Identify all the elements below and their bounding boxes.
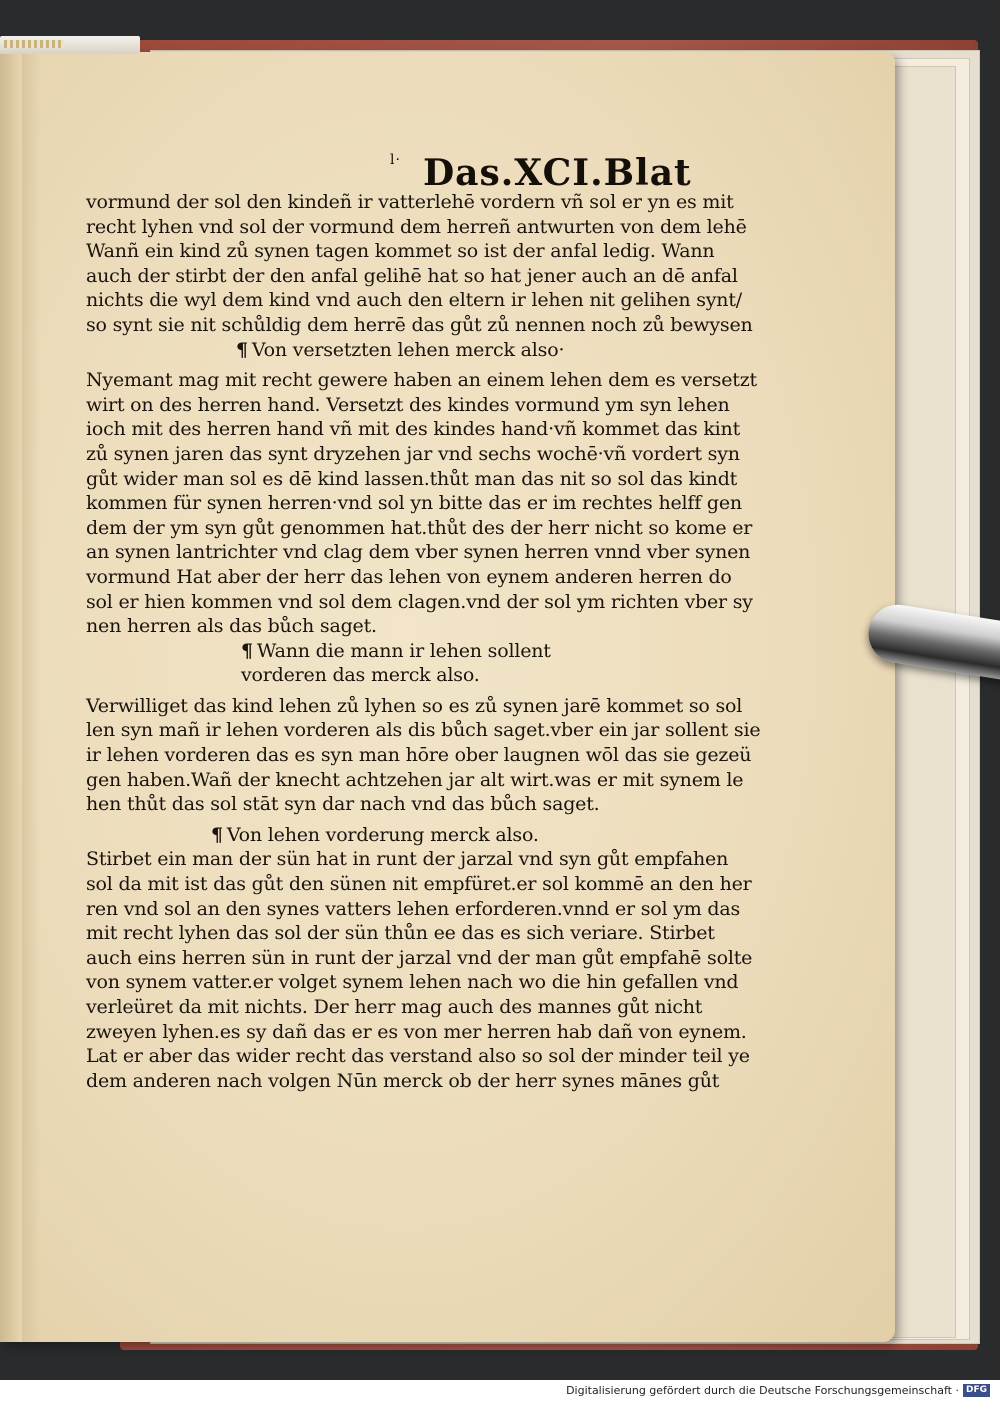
paragraph-3 (86, 694, 761, 817)
page-mark: l· (390, 152, 401, 168)
text-line: ren vnd sol an den synes vatters lehen erforderen.vnnd er sol ym das (86, 897, 741, 920)
text-line: verleüret da mit nichts. Der herr mag auch des mannes gůt nicht (86, 996, 703, 1018)
footer-banner (0, 1380, 1000, 1401)
section-heading-2-cont: vorderen das merck also. (241, 664, 480, 687)
footer-credit: Digitalisierung gefördert durch die Deutsche Forschungsgemeinschaft · (566, 1384, 959, 1397)
text-line: kommen für synen herren·vnd sol yn bitte das er im rechtes helff gen (86, 492, 742, 515)
section-heading-3: ¶ Von lehen vorderung merck also. (211, 823, 539, 846)
text-line: so synt sie nit schůldig dem herrē das gůt zů nennen noch zů bewysen (86, 313, 753, 336)
text-line: hen thůt das sol stāt syn dar nach vnd das bůch saget. (86, 793, 600, 816)
text-line: sol da mit ist das gůt den sünen nit empfüret.er sol kommē an den her (86, 873, 752, 896)
paragraph-4 (86, 847, 753, 1093)
spine-headband (0, 36, 140, 54)
text-line: Wanñ ein kind zů synen tagen kommet so ist der anfal ledig. Wann (86, 240, 715, 263)
paragraph-1 (86, 190, 753, 338)
text-line: gůt wider man sol es dē kind lassen.thůt man das nit so sol das kindt (86, 467, 738, 490)
text-line: len syn mañ ir lehen vorderen als dis bůch saget.vber ein jar sollent sie (86, 719, 761, 742)
text-line: ioch mit des herren hand vñ mit des kindes hand·vñ kommet das kint (86, 418, 741, 441)
text-line: nen herren als das bůch saget. (86, 615, 377, 638)
dfg-logo: DFG (963, 1384, 990, 1397)
text-line: von synem vatter.er volget synem lehen nach wo die hin gefallen vnd (86, 971, 739, 994)
section-heading-2: ¶ Wann die mann ir lehen sollent (241, 639, 551, 662)
paragraph-2 (86, 368, 757, 639)
text-line: auch der stirbt der den anfal gelihē hat so hat jener auch an dē anfal (86, 264, 738, 287)
text-line: Nyemant mag mit recht gewere haben an einem lehen dem es versetzt (86, 369, 757, 392)
text-line: Verwilliget das kind lehen zů lyhen so es zů synen jarē kommet so sol (86, 694, 743, 717)
pilcrow-icon: ¶ (241, 639, 253, 662)
section-heading-1: ¶ Von versetzten lehen merck also· (236, 338, 565, 361)
text-line: dem der ym syn gůt genommen hat.thůt des der herr nicht so kome er (86, 516, 753, 539)
pilcrow-icon: ¶ (211, 823, 223, 846)
text-line: vormund Hat aber der herr das lehen von eynem anderen herren do (86, 565, 732, 588)
text-line: recht lyhen vnd sol der vormund dem herreñ antwurten von dem lehē (86, 215, 747, 238)
text-line: vormund der sol den kindeñ ir vatterlehē vordern vñ sol er yn es mit (86, 191, 734, 213)
text-line: ir lehen vorderen das es syn man hōre ober laugnen wōl das sie gezeü (86, 744, 752, 767)
text-line: nichts die wyl dem kind vnd auch den eltern ir lehen nit gelihen synt/ (86, 289, 742, 312)
text-line: zweyen lyhen.es sy dañ das er es von mer herren hab dañ von eynem. (86, 1020, 747, 1043)
text-line: an synen lantrichter vnd clag dem vber synen herren vnnd vber synen (86, 541, 751, 564)
text-line: gen haben.Wañ der knecht achtzehen jar alt wirt.was er mit synem le (86, 768, 744, 791)
text-line: mit recht lyhen das sol der sün thůn ee das es sich veriare. Stirbet (86, 922, 715, 945)
text-line: sol er hien kommen vnd sol dem clagen.vnd der sol ym richten vber sy (86, 590, 753, 613)
text-line: Lat er aber das wider recht das verstand also so sol der minder teil ye (86, 1045, 750, 1068)
text-line: Stirbet ein man der sün hat in runt der jarzal vnd syn gůt empfahen (86, 848, 729, 871)
text-line: auch eins herren sün in runt der jarzal vnd der man gůt empfahē solte (86, 946, 753, 969)
page-text (86, 150, 761, 1093)
pilcrow-icon: ¶ (236, 338, 248, 361)
page-title: Das.XCI.Blat (422, 152, 692, 194)
text-line: dem anderen nach volgen Nūn merck ob der herr synes mānes gůt (86, 1069, 720, 1092)
text-line: wirt on des herren hand. Versetzt des kindes vormund ym syn lehen (86, 393, 730, 416)
text-line: zů synen jaren das synt dryzehen jar vnd sechs wochē·vñ vordert syn (86, 442, 740, 465)
left-page-edge (0, 52, 22, 1342)
